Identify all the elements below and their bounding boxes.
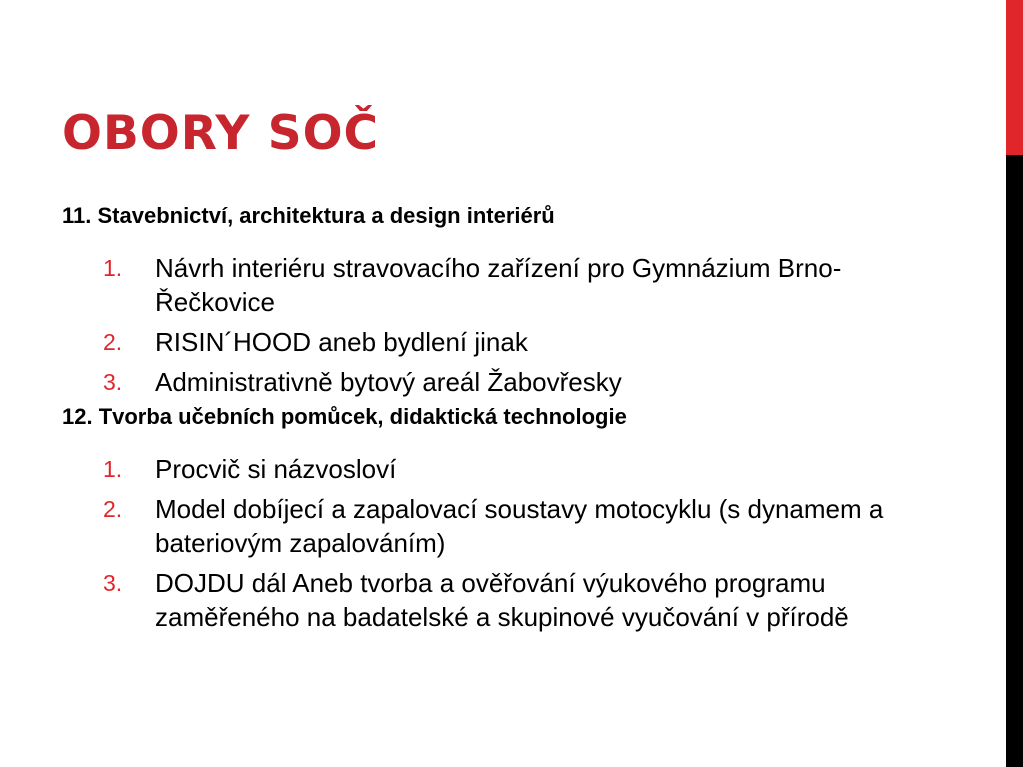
list-item-text: Návrh interiéru stravovacího zařízení pro Gymnázium Brno-Řečkovice: [155, 253, 842, 317]
list-item: [100, 566, 890, 634]
list-item: [100, 492, 890, 560]
slide-title: OBORY SOČ: [62, 106, 380, 161]
list-item: [100, 452, 890, 486]
list-item-number: 1.: [103, 255, 123, 281]
list-item-number: 3.: [103, 369, 123, 395]
section-11-list: [100, 251, 890, 405]
list-item-text: Procvič si názvosloví: [155, 454, 397, 484]
list-item-number: 3.: [103, 570, 123, 596]
list-item-number: 2.: [103, 496, 123, 522]
list-item-text: Administrativně bytový areál Žabovřesky: [155, 367, 622, 397]
accent-bar-black: [1006, 155, 1023, 767]
section-12-list: [100, 452, 890, 640]
list-item-text: RISIN´HOOD aneb bydlení jinak: [155, 327, 528, 357]
list-item-text: DOJDU dál Aneb tvorba a ověřování výukového programu zaměřeného na badatelské a skupinové vyučování v přírodě: [155, 568, 849, 632]
list-item-number: 2.: [103, 329, 123, 355]
section-heading-12: 12. Tvorba učebních pomůcek, didaktická technologie: [62, 404, 627, 429]
accent-bar-red: [1006, 0, 1023, 155]
list-item-text: Model dobíjecí a zapalovací soustavy motocyklu (s dynamem a bateriovým zapalováním): [155, 494, 884, 558]
list-item: [100, 365, 890, 399]
list-item: [100, 325, 890, 359]
list-item: [100, 251, 890, 319]
list-item-number: 1.: [103, 456, 123, 482]
section-heading-11: 11. Stavebnictví, architektura a design interiérů: [62, 203, 555, 228]
